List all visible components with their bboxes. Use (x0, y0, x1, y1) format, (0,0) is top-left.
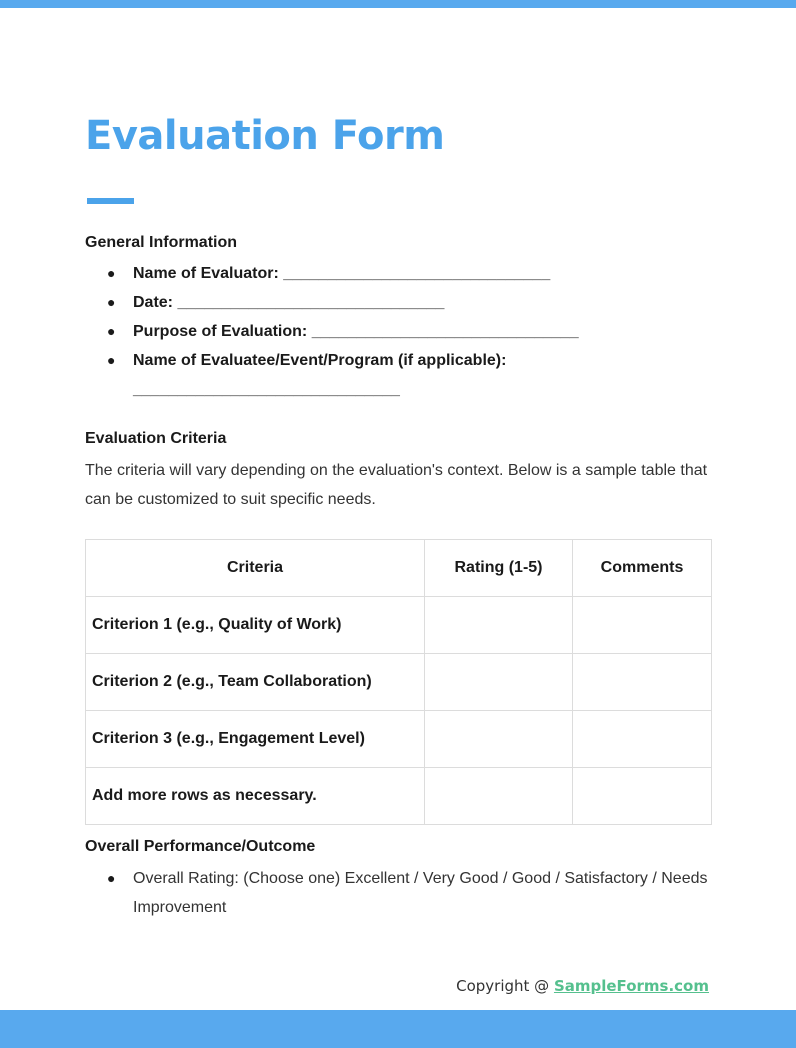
criteria-table (85, 539, 712, 825)
list-item (107, 346, 727, 404)
overall-rating-text: Overall Rating: (Choose one) Excellent / Very Good / Good / Satisfactory / Needs Improvement (133, 870, 708, 916)
copyright-text: Copyright @ (456, 977, 554, 995)
rating-cell[interactable] (425, 597, 573, 654)
list-item (107, 259, 727, 288)
column-header-rating: Rating (1-5) (425, 540, 573, 597)
date-field[interactable]: Date: ______________________________ (133, 294, 445, 311)
page-title: Evaluation Form (85, 113, 445, 159)
criteria-heading: Evaluation Criteria (85, 430, 227, 447)
overall-heading: Overall Performance/Outcome (85, 838, 316, 855)
purpose-field[interactable]: Purpose of Evaluation: ______________________________ (133, 323, 579, 340)
bullet-icon: ● (107, 352, 116, 368)
table-header-row (86, 540, 712, 597)
evaluatee-field[interactable]: Name of Evaluatee/Event/Program (if applicable): ______________________________ (133, 352, 507, 398)
comments-cell[interactable] (573, 597, 712, 654)
table-row (86, 768, 712, 825)
criterion-cell: Criterion 3 (e.g., Engagement Level) (86, 711, 425, 768)
list-item (107, 288, 727, 317)
top-accent-bar (0, 0, 796, 8)
rating-cell[interactable] (425, 768, 573, 825)
bullet-icon: ● (107, 294, 116, 310)
copyright-footer (456, 976, 709, 996)
overall-list (107, 864, 727, 922)
list-item (107, 317, 727, 346)
title-underline (87, 198, 134, 204)
bullet-icon: ● (107, 323, 116, 339)
criteria-description: The criteria will vary depending on the evaluation's context. Below is a sample table that can be customized to suit specific needs. (85, 462, 708, 508)
bullet-icon: ● (107, 265, 116, 281)
criterion-cell: Add more rows as necessary. (86, 768, 425, 825)
comments-cell[interactable] (573, 768, 712, 825)
bullet-icon: ● (107, 870, 116, 886)
rating-cell[interactable] (425, 711, 573, 768)
comments-cell[interactable] (573, 711, 712, 768)
column-header-criteria: Criteria (86, 540, 425, 597)
comments-cell[interactable] (573, 654, 712, 711)
rating-cell[interactable] (425, 654, 573, 711)
table-row (86, 654, 712, 711)
criterion-cell: Criterion 1 (e.g., Quality of Work) (86, 597, 425, 654)
general-info-list (107, 259, 727, 404)
column-header-comments: Comments (573, 540, 712, 597)
general-info-heading: General Information (85, 234, 238, 251)
table-row (86, 597, 712, 654)
list-item (107, 864, 727, 922)
bottom-accent-bar (0, 1010, 796, 1048)
brand-link[interactable]: SampleForms.com (553, 977, 709, 995)
table-row (86, 711, 712, 768)
evaluator-name-field[interactable]: Name of Evaluator: ______________________________ (133, 265, 551, 282)
criterion-cell: Criterion 2 (e.g., Team Collaboration) (86, 654, 425, 711)
